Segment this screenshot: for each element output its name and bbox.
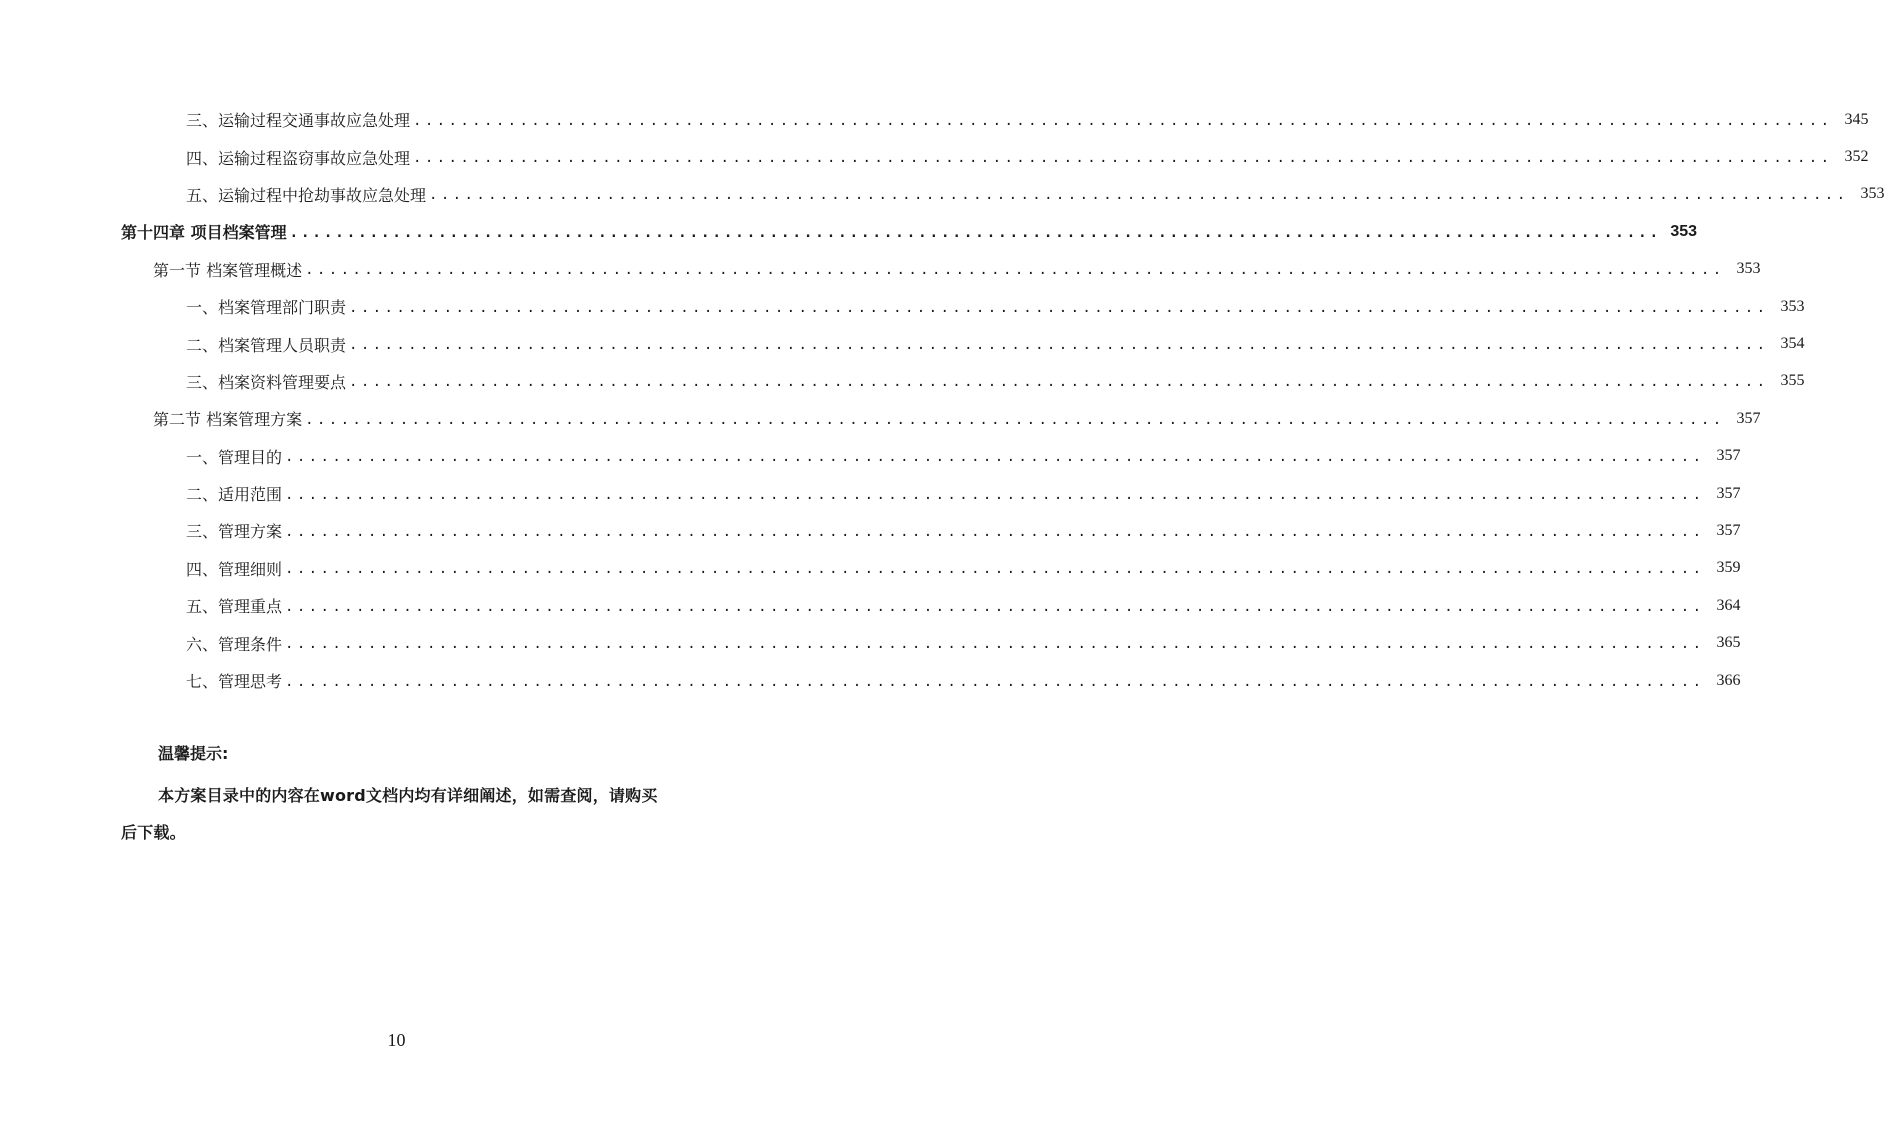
toc-entry-page: 355 xyxy=(1780,372,1805,390)
toc-entry-title: 三、运输过程交通事故应急处理 xyxy=(186,111,411,131)
toc-entry-title: 六、管理条件 xyxy=(186,634,283,654)
toc-entry-page: 357 xyxy=(1716,521,1741,539)
toc-leader-dots: ........................................................................................................................ xyxy=(305,411,1725,428)
toc-leader-dots: ........................................................................................................................ xyxy=(285,636,1705,653)
toc-entry[interactable] xyxy=(0,438,1741,475)
toc-entry-title: 五、管理重点 xyxy=(186,597,283,617)
toc-entry[interactable] xyxy=(0,550,1741,587)
table-of-contents xyxy=(0,101,1884,699)
toc-leader-dots: ........................................................................................................................ xyxy=(285,598,1705,615)
toc-entry-page: 353 xyxy=(1780,297,1805,315)
toc-entry-title: 五、运输过程中抢劫事故应急处理 xyxy=(186,185,427,205)
toc-entry-page: 353 xyxy=(1670,222,1698,240)
toc-entry-title: 三、档案资料管理要点 xyxy=(186,372,347,392)
toc-entry-page: 365 xyxy=(1716,634,1741,652)
toc-entry-title: 四、管理细则 xyxy=(186,559,283,579)
toc-entry-title: 第十四章 项目档案管理 xyxy=(121,223,287,243)
toc-entry[interactable] xyxy=(0,624,1741,661)
toc-entry-title: 第一节 档案管理概述 xyxy=(153,260,303,280)
toc-entry-title: 七、管理思考 xyxy=(186,672,283,692)
toc-leader-dots: ........................................................................................................................ xyxy=(413,150,1833,167)
page-number: 10 xyxy=(387,1030,406,1050)
toc-leader-dots: ........................................................................................................................ xyxy=(305,262,1725,279)
toc-leader-dots: ........................................................................................................................ xyxy=(349,374,1769,391)
toc-entry-page: 354 xyxy=(1780,335,1805,353)
toc-leader-dots: ........................................................................................................................ xyxy=(285,523,1705,540)
toc-entry[interactable] xyxy=(0,288,1805,325)
toc-entry[interactable] xyxy=(0,587,1741,624)
toc-entry-page: 357 xyxy=(1716,484,1741,502)
toc-leader-dots: ........................................................................................................................ xyxy=(429,187,1849,204)
toc-leader-dots: ........................................................................................................................ xyxy=(289,224,1662,241)
toc-leader-dots: ........................................................................................................................ xyxy=(285,449,1705,466)
toc-entry[interactable] xyxy=(0,400,1761,437)
toc-entry[interactable] xyxy=(0,475,1741,512)
toc-entry-title: 一、档案管理部门职责 xyxy=(186,298,347,318)
toc-entry-page: 359 xyxy=(1716,559,1741,577)
toc-entry-page: 353 xyxy=(1860,185,1884,203)
toc-entry[interactable] xyxy=(0,363,1805,400)
toc-entry-title: 四、运输过程盗窃事故应急处理 xyxy=(186,148,411,168)
toc-entry-page: 357 xyxy=(1716,447,1741,465)
toc-entry-title: 第二节 档案管理方案 xyxy=(153,410,303,430)
toc-entry-page: 353 xyxy=(1736,260,1761,278)
toc-entry[interactable] xyxy=(0,138,1869,175)
toc-entry-page: 366 xyxy=(1716,671,1741,689)
toc-entry-page: 357 xyxy=(1736,409,1761,427)
toc-entry-page: 352 xyxy=(1844,148,1869,166)
toc-entry[interactable] xyxy=(0,512,1741,549)
toc-entry[interactable] xyxy=(0,176,1884,213)
tip-title: 温馨提示: xyxy=(158,744,229,763)
toc-leader-dots: ........................................................................................................................ xyxy=(285,673,1705,690)
toc-entry[interactable] xyxy=(0,213,1698,250)
toc-entry[interactable] xyxy=(0,662,1741,699)
toc-entry[interactable] xyxy=(0,251,1761,288)
toc-entry-title: 二、适用范围 xyxy=(186,485,283,505)
toc-entry-title: 二、档案管理人员职责 xyxy=(186,335,347,355)
toc-entry-page: 345 xyxy=(1844,110,1869,128)
toc-leader-dots: ........................................................................................................................ xyxy=(349,299,1769,316)
toc-entry[interactable] xyxy=(0,325,1805,362)
toc-leader-dots: ........................................................................................................................ xyxy=(413,112,1833,129)
toc-entry-title: 一、管理目的 xyxy=(186,447,283,467)
toc-entry-page: 364 xyxy=(1716,596,1741,614)
toc-leader-dots: ........................................................................................................................ xyxy=(285,561,1705,578)
tip-body: 本方案目录中的内容在word文档内均有详细阐述，如需查阅，请购买后下载。 xyxy=(121,786,658,842)
toc-entry[interactable] xyxy=(0,101,1869,138)
toc-leader-dots: ........................................................................................................................ xyxy=(285,486,1705,503)
toc-entry-title: 三、管理方案 xyxy=(186,522,283,542)
toc-leader-dots: ........................................................................................................................ xyxy=(349,337,1769,354)
